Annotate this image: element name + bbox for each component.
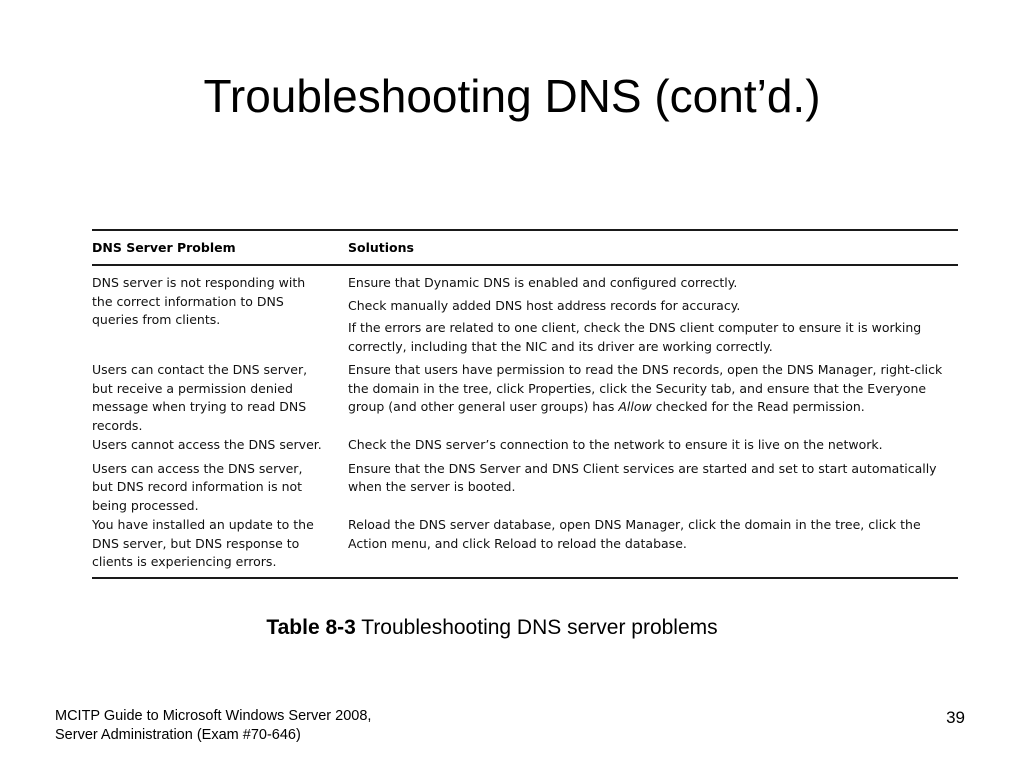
page-number: 39 (946, 708, 965, 727)
allow-emphasis: Allow (618, 399, 652, 414)
dns-troubleshooting-table (92, 229, 958, 579)
table-row (92, 274, 958, 360)
caption-text: Troubleshooting DNS server problems (355, 616, 718, 639)
header-problem: DNS Server Problem (92, 240, 236, 255)
problem-cell: You have installed an update to the DNS server, but DNS response to clients is experiencing errors. (92, 517, 314, 569)
solution-text-part: checked for the Read permission. (651, 399, 865, 414)
slide-footer (55, 707, 371, 745)
table-caption (0, 614, 984, 642)
footer-line-1: MCITP Guide to Microsoft Windows Server 2008, (55, 708, 372, 724)
footer-line-2: Server Administration (Exam #70-646) (55, 727, 301, 743)
table-row (92, 460, 958, 516)
solution-text: Reload the DNS server database, open DNS Manager, click the domain in the tree, click the Action menu, and click Reload to reload the database. (348, 517, 921, 551)
table-row (92, 436, 958, 459)
problem-cell: Users cannot access the DNS server. (92, 437, 322, 452)
table-row (92, 361, 958, 435)
solution-text (348, 361, 958, 417)
solution-text: Ensure that Dynamic DNS is enabled and configured correctly. (348, 275, 738, 290)
header-solutions: Solutions (348, 240, 414, 255)
caption-label: Table 8-3 (266, 616, 356, 639)
solution-text: Check the DNS server’s connection to the network to ensure it is live on the network. (348, 437, 883, 452)
problem-cell: Users can contact the DNS server, but receive a permission denied message when trying to read DNS records. (92, 362, 308, 433)
solution-text: Check manually added DNS host address records for accuracy. (348, 297, 741, 313)
solution-text-part: Ensure that users have permission to read the DNS records, open the DNS Manager, right-click the domain in the tree, click Properties, click the Security tab, and ensure that the Everyone group (and other general user groups) has (348, 362, 943, 414)
table-header-row (92, 231, 958, 264)
table-row (92, 516, 958, 572)
slide-title: Troubleshooting DNS (cont’d.) (203, 70, 821, 122)
solution-text: Ensure that the DNS Server and DNS Client services are started and set to start automatically when the server is booted. (348, 460, 937, 494)
problem-cell: Users can access the DNS server, but DNS record information is not being processed. (92, 460, 303, 513)
problem-cell: DNS server is not responding with the correct information to DNS queries from clients. (92, 275, 306, 327)
solution-text: If the errors are related to one client, check the DNS client computer to ensure it is working correctly, including that the NIC and its driver are working correctly. (348, 320, 922, 354)
table-bottom-rule (92, 577, 958, 579)
